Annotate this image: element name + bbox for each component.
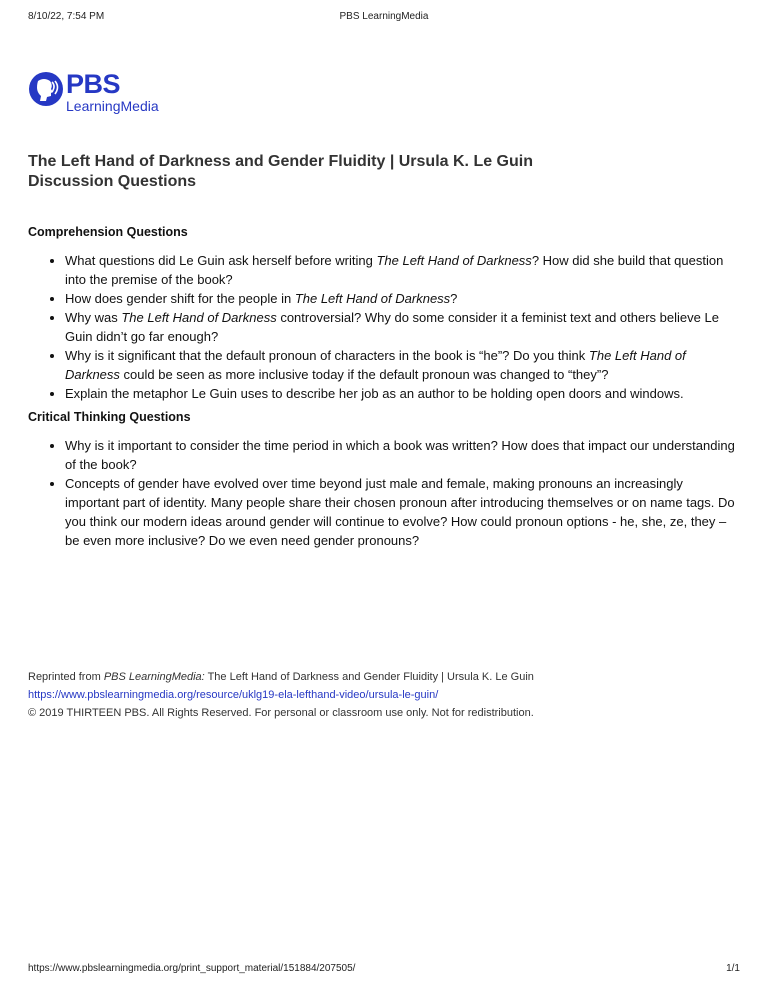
attribution: Reprinted from PBS LearningMedia: The Left Hand of Darkness and Gender Fluidity | Ursula K. Le Guin https://www.pbslearningmedia.org/resource/uklg19-ela-lefthand-video/ursula-le-guin/ © 2019 THIRTEEN PBS. All Rights Reserved. For personal or classroom use only. Not for redistribution. [28, 668, 534, 722]
book-title: The Left Hand of Darkness [121, 310, 277, 325]
section-comprehension [28, 223, 740, 403]
print-url: https://www.pbslearningmedia.org/print_support_material/151884/207505/ [28, 963, 356, 974]
question-text: Why is it significant that the default pronoun of characters in the book is “he”? Do you think [65, 348, 589, 363]
question-list [28, 436, 740, 550]
logo-sub: LearningMedia [66, 98, 159, 114]
print-title: PBS LearningMedia [339, 11, 429, 22]
logo-brand: PBS [66, 69, 121, 99]
section-heading: Critical Thinking Questions [28, 410, 191, 424]
question-text: ? How did she build that question into the premise of the book? [65, 253, 724, 287]
question-text: ? [450, 291, 458, 306]
book-title: The Left Hand of Darkness [376, 253, 532, 268]
question-text: controversial? Why do some consider it a feminist text and others believe Le Guin didn’t go far enough? [65, 310, 719, 344]
question-text: How does gender shift for the people in [65, 291, 295, 306]
question-text: could be seen as more inclusive today if the default pronoun was changed to “they”? [119, 367, 609, 382]
section-heading: Comprehension Questions [28, 225, 188, 239]
question-text: What questions did Le Guin ask herself before writing [65, 253, 377, 268]
question-item [65, 384, 740, 403]
page-title: The Left Hand of Darkness and Gender Fluidity | Ursula K. Le Guin Discussion Questions [28, 153, 533, 190]
book-title: The Left Hand of Darkness [65, 348, 686, 382]
question-text: Explain the metaphor Le Guin uses to describe her job as an author to be holding open doors and windows. [65, 386, 684, 401]
question-item [65, 308, 740, 346]
question-list [28, 251, 740, 403]
page-number: 1/1 [726, 963, 740, 974]
question-text: Concepts of gender have evolved over time beyond just male and female, making pronouns an increasingly important part of identity. Many people share their chosen pronoun after introducing themselves or on name tags. Do you think our modern ideas around gender will continue to evolve? How could pronoun options - he, she, ze, they – be even more inclusive? Do we even need gender pronouns? [65, 476, 735, 548]
copyright: © 2019 THIRTEEN PBS. All Rights Reserved. For personal or classroom use only. Not for redistribution. [28, 707, 534, 719]
question-text: Why is it important to consider the time period in which a book was written? How does that impact our understanding of the book? [65, 438, 735, 472]
question-text: Why was [65, 310, 122, 325]
pbs-head-icon [29, 72, 63, 106]
book-title: The Left Hand of Darkness [294, 291, 451, 306]
pbs-learningmedia-logo [29, 69, 169, 118]
question-item [65, 251, 740, 289]
section-critical-thinking [28, 408, 740, 550]
resource-link[interactable]: https://www.pbslearningmedia.org/resource/uklg19-ela-lefthand-video/ursula-le-guin/ [28, 689, 439, 701]
print-date: 8/10/22, 7:54 PM [28, 11, 105, 22]
question-item [65, 436, 740, 474]
question-item [65, 346, 740, 384]
question-item [65, 289, 740, 308]
question-item [65, 474, 740, 550]
